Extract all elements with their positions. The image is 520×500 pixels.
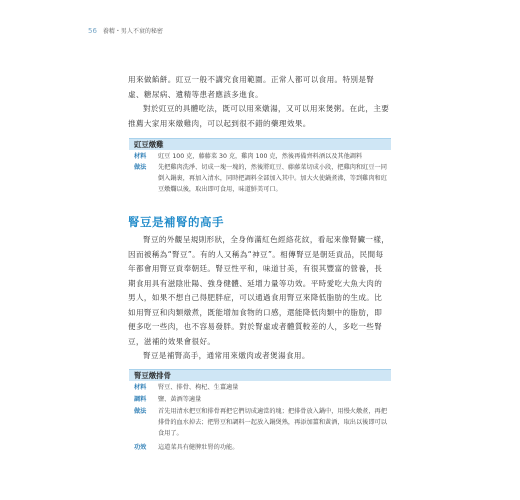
intro-paragraph-1: 用來做餡餅。豇豆一般不講究食用範圍。正常人都可以食用。特別是腎虛、糖尿病、遺精等患者應該多進食。 [128, 75, 375, 99]
ingredients-label: 材料 [134, 153, 147, 160]
running-header [88, 26, 163, 35]
page-number: 56 [88, 26, 97, 35]
recipe-method-row [134, 407, 396, 439]
method-label: 做法 [134, 164, 147, 171]
method-label: 做法 [134, 408, 147, 415]
recipe-title: 豇豆燉雞 [129, 138, 391, 150]
intro-paragraph-2: 對於豇豆的具體吃法，既可以用來燉湯，又可以用來煲粥。在此，主要推薦大家用來燉雞肉，可以起到很不錯的藥理效果。 [128, 104, 390, 128]
effect-label: 功效 [134, 444, 147, 451]
method-text: 首先用清水把豆和排骨再把它們切成適當的塊；把排骨放入鍋中，用慢火燉煮，再把排骨的血水掉去；把腎豆和調料一起放入鍋煲熟，再添加薑和黃酒，取出以後即可以食用了。 [158, 408, 387, 437]
recipe-ingredients-row [134, 152, 396, 163]
recipe-effect-row [134, 443, 396, 454]
ingredients-text: 豇豆 100 克，藤藤菜 30 克，雞肉 100 克，然後再備齊料酒以及其他調料 [158, 153, 363, 160]
recipe-title: 腎豆燉排骨 [129, 369, 391, 381]
recipe-seasoning-row [134, 395, 396, 406]
book-title: 養精・男人不衰的秘密 [102, 28, 163, 35]
recipe-method-row [134, 163, 396, 195]
effect-text: 這道菜具有健脾壯腎的功能。 [158, 444, 239, 451]
ingredients-text: 腎豆、排骨、枸杞、生薑適量 [158, 384, 239, 391]
seasoning-text: 鹽、黃酒等適量 [158, 396, 202, 403]
method-text: 先把雞肉洗淨、切成一塊一塊的，然後將豇豆、藤藤菜切成小段，把雞肉和豇豆一同倒入鍋裏，再加入清水，同時把調料全部加入其中。加大火使鍋煮沸，等到雞肉和豇豆燉爛以後，取出即可食用，味道鮮美可口。 [158, 164, 387, 193]
ingredients-label: 材料 [134, 384, 147, 391]
seasoning-label: 調料 [134, 396, 147, 403]
section-paragraph-2: 腎豆是補腎高手，通常用來燉肉或者煲湯食用。 [143, 351, 310, 360]
section-heading: 腎豆是補腎的高手 [128, 215, 224, 229]
section-paragraph-1: 腎豆的外觀呈規則形狀，全身佈滿紅色經絡花紋，看起來像腎臟一樣，因而被稱為“腎豆”。有的人又稱為“神豆”。相傳腎豆是朝廷貢品，民間每年都會用腎豆貢奉朝廷。腎豆性平和，味道甘美，有很其豐富的營養，長期食用具有滋陰壯陽、強身健體、延增力量等功效。平時愛吃大魚大肉的男人，如果不想自己得肥胖症，可以通過食用腎豆來降低脂肪的生成。比如用腎豆和肉類燉煮，既能增加食物的口感，還能降低肉類中的脂肪，即便多吃一些肉，也不容易發胖。對於腎虛或者體質較差的人，多吃一些腎豆，滋補的效果會很好。 [128, 235, 390, 346]
recipe-ingredients-row [134, 383, 396, 394]
